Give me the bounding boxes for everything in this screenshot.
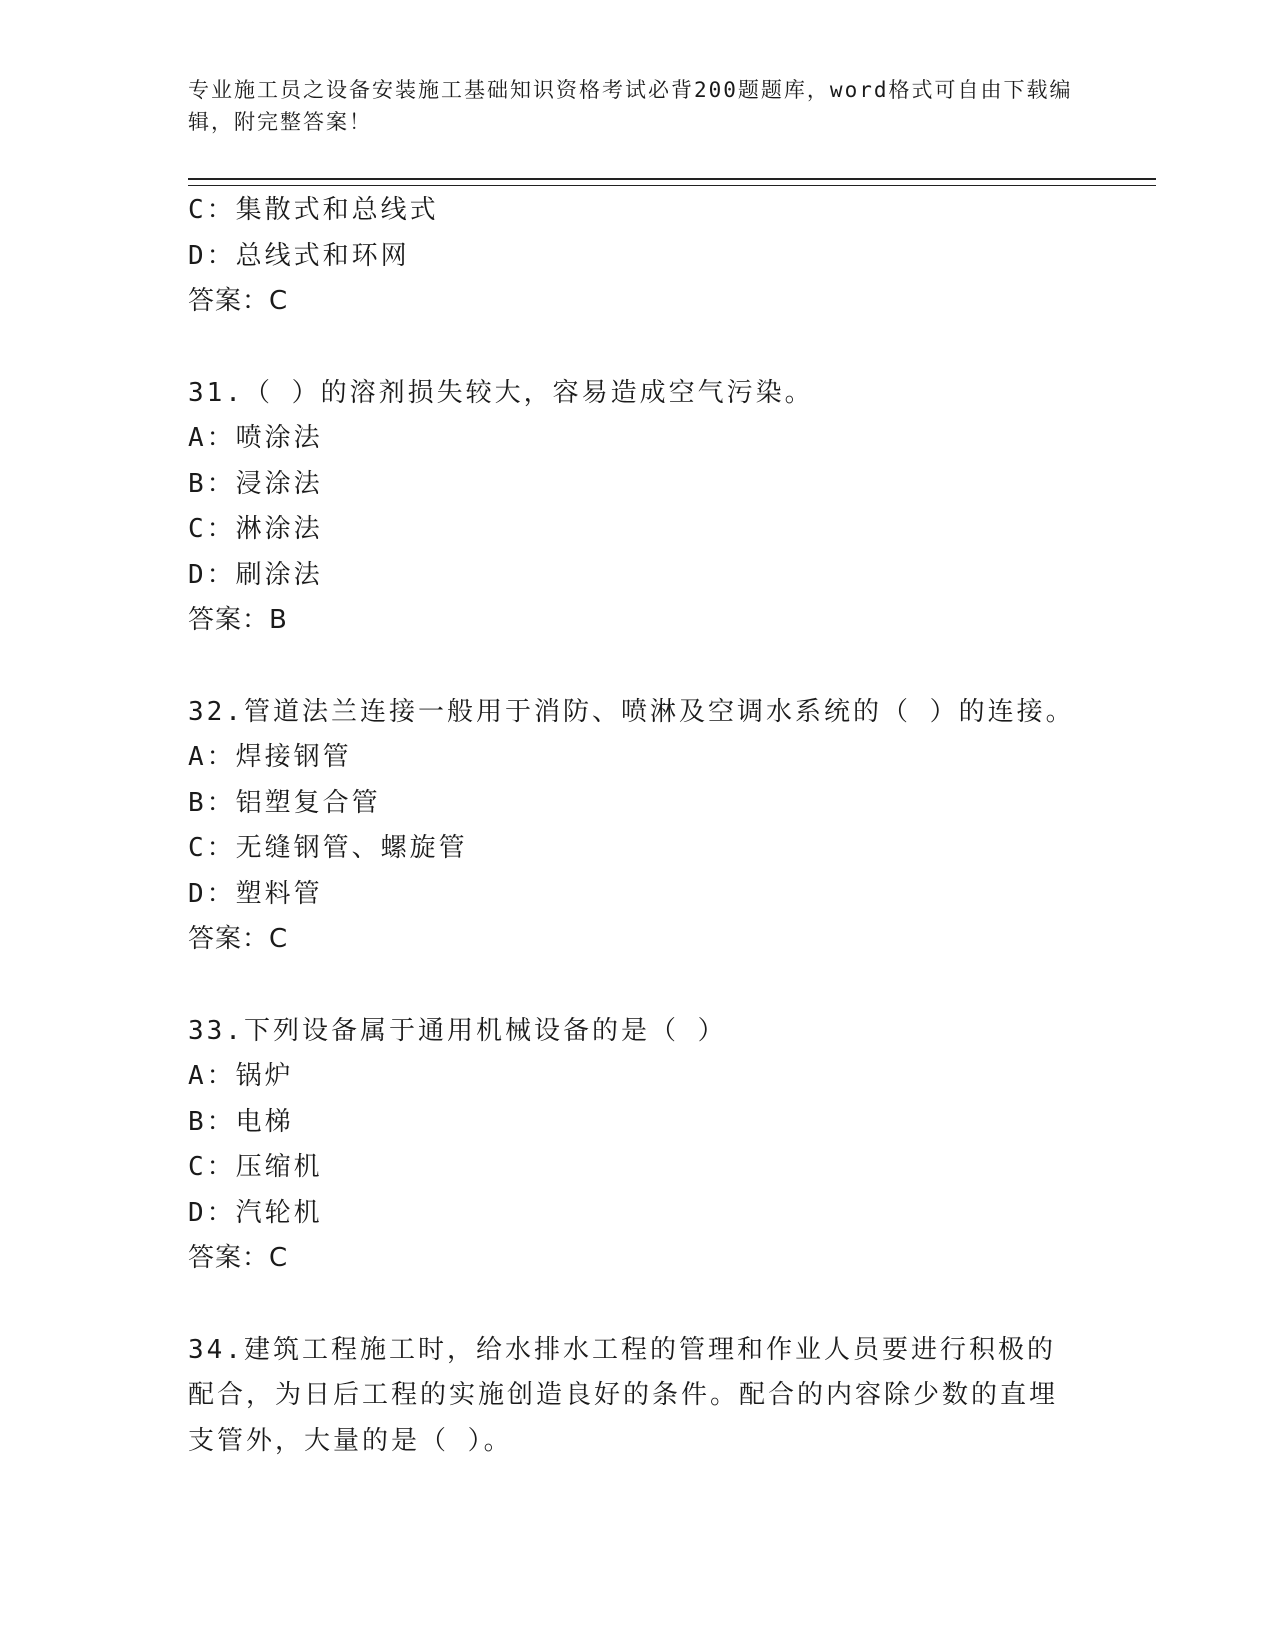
question-30-continued	[188, 188, 1088, 325]
question-list	[188, 188, 1088, 1464]
answer: 答案：C	[188, 1243, 289, 1273]
option-b: B：电梯	[188, 1106, 294, 1137]
question-31	[188, 371, 1088, 644]
document-title: 专业施工员之设备安装施工基础知识资格考试必背200题题库，word格式可自由下载编辑，附完整答案！	[188, 78, 1073, 134]
option-b: B：浸涂法	[188, 468, 323, 499]
header-divider	[188, 178, 1156, 186]
document-header	[188, 74, 1088, 138]
answer: 答案：C	[188, 924, 289, 954]
question-32	[188, 690, 1088, 963]
question-stem: 31.（ ）的溶剂损失较大，容易造成空气污染。	[188, 377, 814, 408]
option-c: C：淋涂法	[188, 514, 323, 544]
option-c: C：集散式和总线式	[188, 195, 439, 225]
answer: 答案：B	[188, 605, 288, 635]
question-33	[188, 1009, 1088, 1282]
option-d: D：刷涂法	[188, 559, 323, 590]
question-34	[188, 1328, 1088, 1465]
option-a: A：锅炉	[188, 1061, 294, 1091]
option-b: B：铝塑复合管	[188, 787, 381, 818]
option-d: D：汽轮机	[188, 1197, 323, 1228]
question-stem: 32.管道法兰连接一般用于消防、喷淋及空调水系统的（ ）的连接。	[188, 696, 1075, 727]
option-a: A：喷涂法	[188, 423, 323, 453]
question-stem: 34.建筑工程施工时，给水排水工程的管理和作业人员要进行积极的配合，为日后工程的实施创造良好的条件。配合的内容除少数的直埋支管外，大量的是（ ）。	[188, 1334, 1059, 1456]
option-d: D：塑料管	[188, 878, 323, 909]
option-a: A：焊接钢管	[188, 742, 352, 772]
option-d: D：总线式和环网	[188, 240, 410, 271]
option-c: C：压缩机	[188, 1152, 323, 1182]
option-c: C：无缝钢管、螺旋管	[188, 833, 468, 863]
question-stem: 33.下列设备属于通用机械设备的是（ ）	[188, 1015, 727, 1046]
answer: 答案：C	[188, 286, 289, 316]
